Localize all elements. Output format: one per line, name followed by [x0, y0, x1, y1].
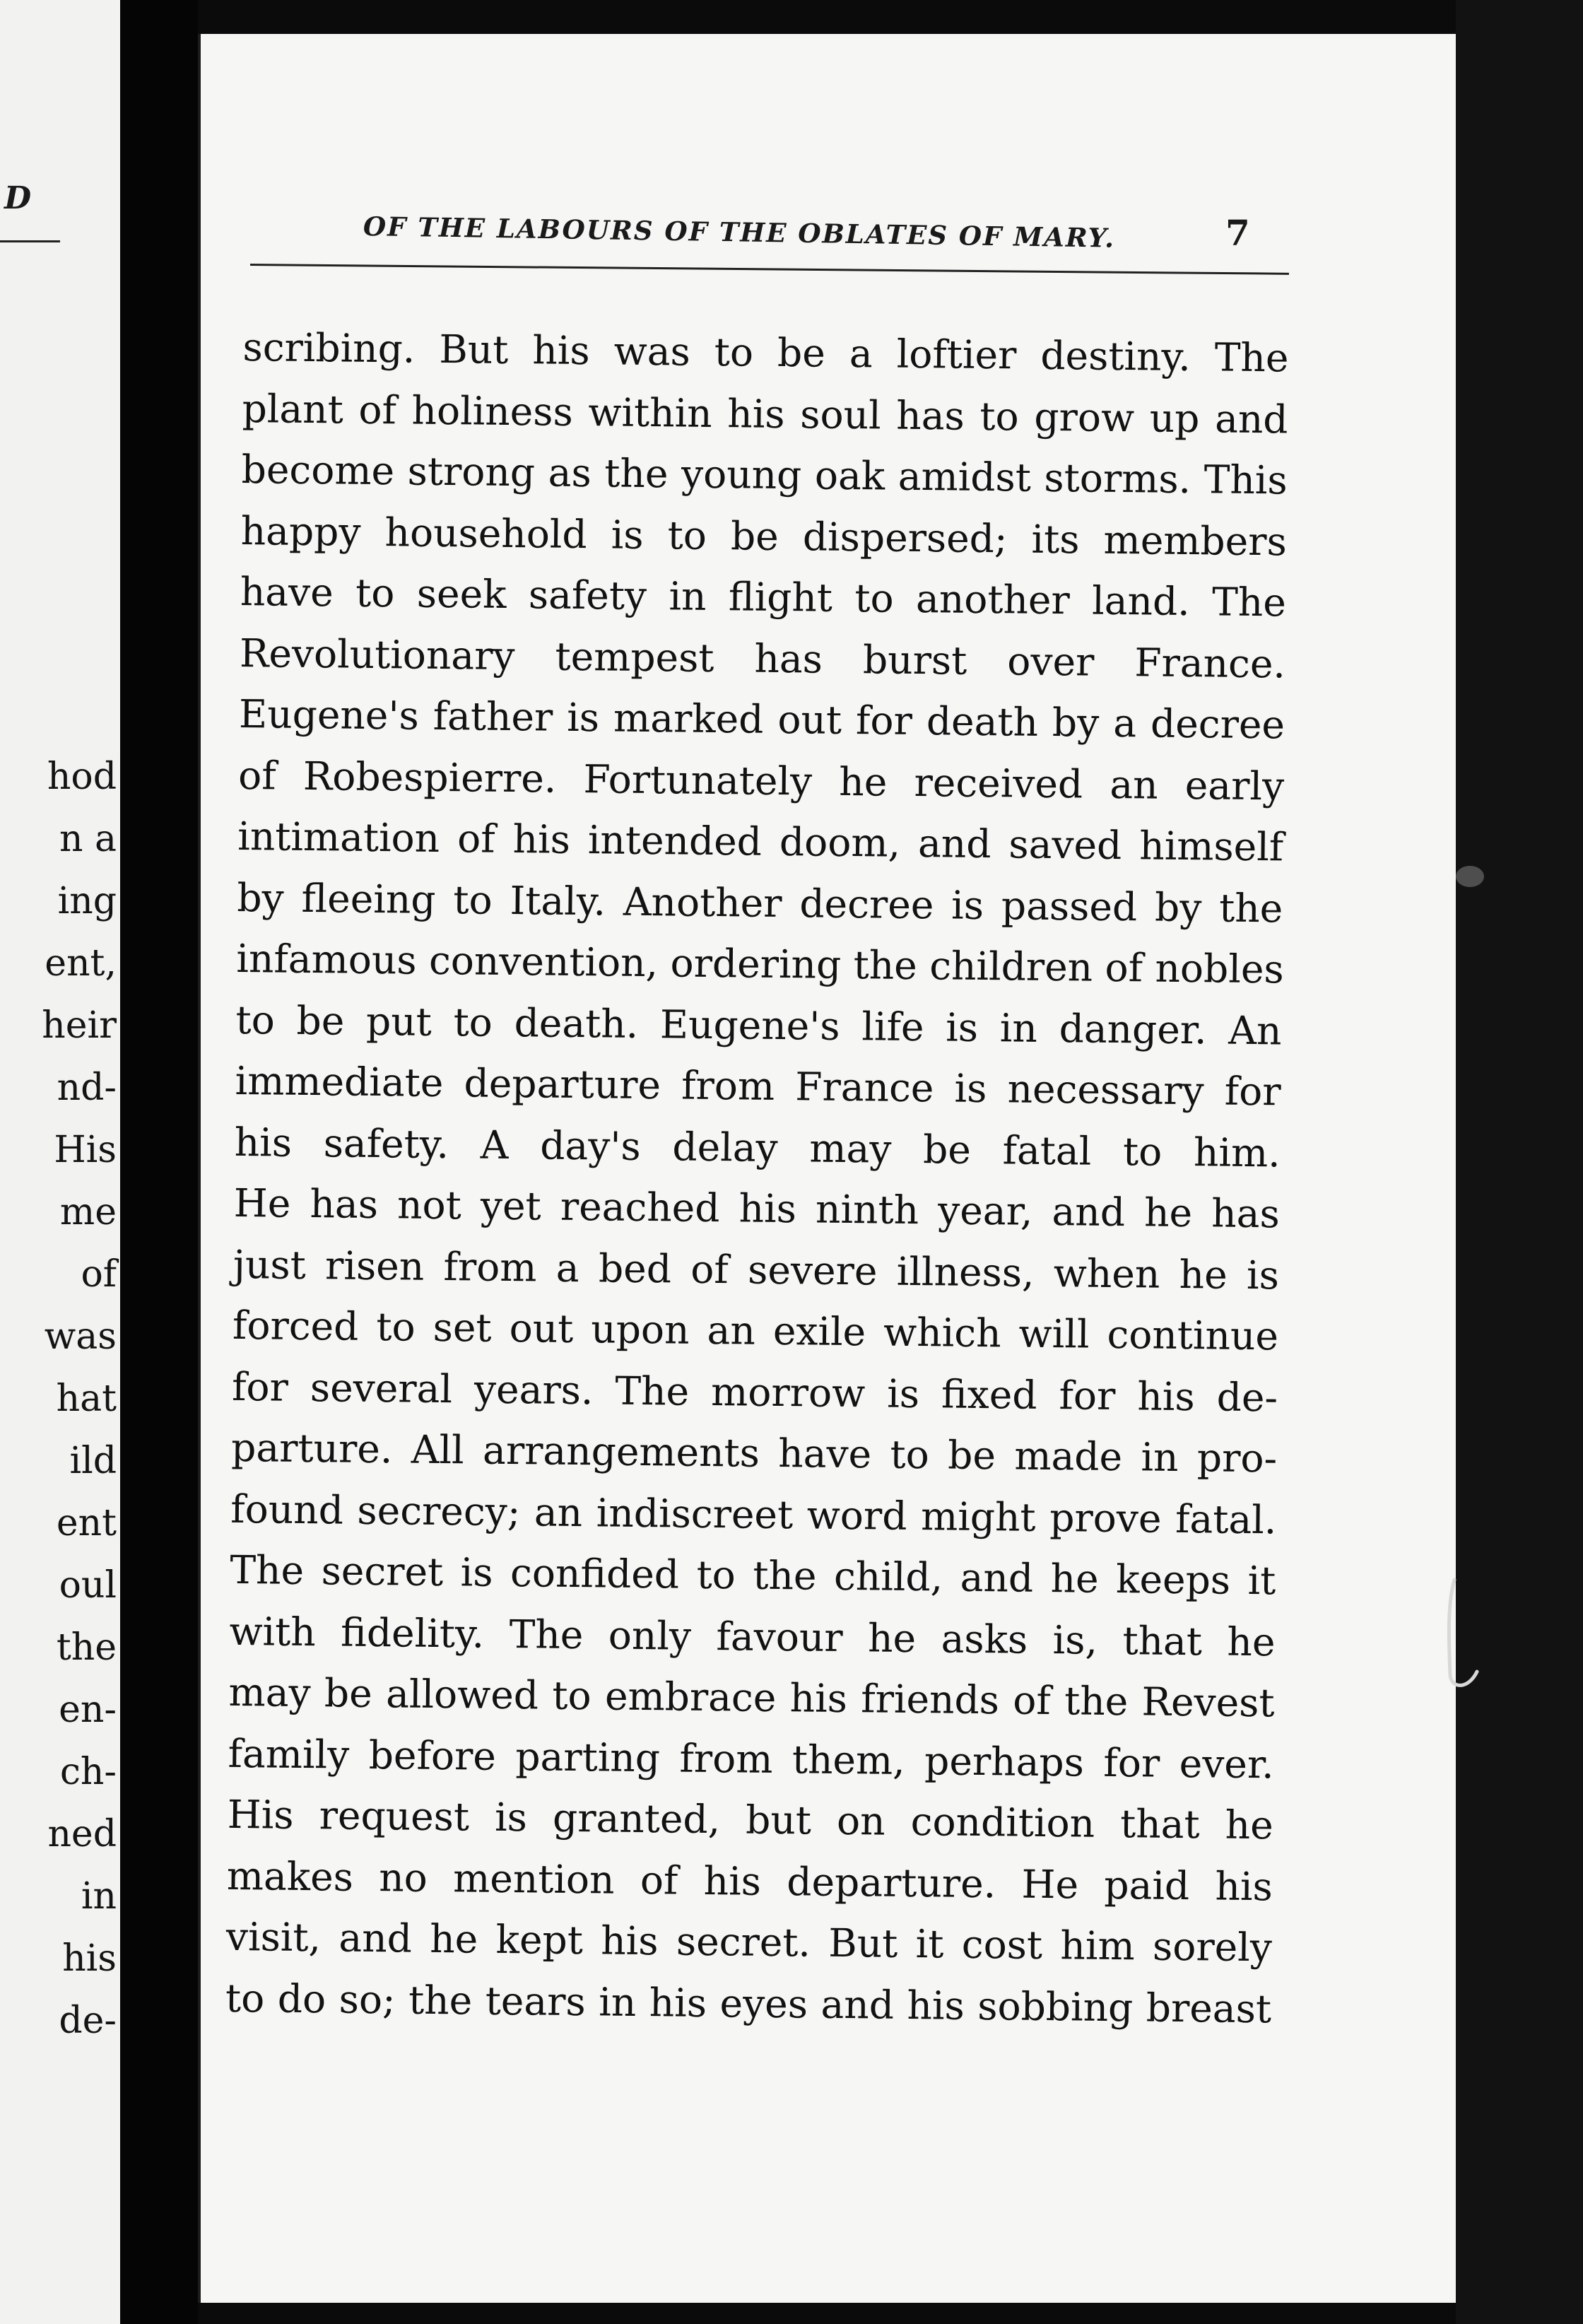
left-page-line-fragment: ch-	[59, 1751, 117, 1793]
left-page-line-fragment: ing	[57, 880, 117, 922]
text-line: have to seek safety in flight to another land. The	[240, 568, 1287, 626]
text-line: His request is granted, but on condition that he	[227, 1791, 1274, 1848]
text-line: scribing. But his was to be a loftier destiny. The	[242, 324, 1289, 381]
text-line: may be allowed to embrace his friends of the Revest	[228, 1669, 1275, 1726]
text-line: with fidelity. The only favour he asks is, that he	[229, 1608, 1276, 1665]
text-line: just risen from a bed of severe illness, when he is	[233, 1241, 1280, 1298]
text-line: makes no mention of his departure. He paid his	[226, 1853, 1273, 1909]
left-page-line-fragment: His	[54, 1129, 117, 1171]
left-page-header-fragment: D	[4, 180, 32, 216]
left-page-line-fragment: ent,	[45, 942, 117, 985]
left-page-line-fragment: me	[59, 1191, 117, 1233]
left-page-line-fragment: heir	[42, 1004, 117, 1047]
left-page-line-fragment: hat	[56, 1378, 117, 1420]
text-line: of Robespierre. Fortunately he received an early	[237, 752, 1285, 809]
text-line: parture. All arrangements have to be made in pro-	[230, 1424, 1278, 1481]
text-line: intimation of his intended doom, and saved himself	[237, 813, 1284, 870]
left-page-line-fragment: was	[44, 1315, 117, 1358]
header-rule	[250, 264, 1289, 275]
left-page-line-fragment: in	[81, 1875, 117, 1918]
page-number: 7	[1225, 212, 1250, 254]
text-line: family before parting from them, perhaps for ever.	[228, 1730, 1274, 1787]
text-line: plant of holiness within his soul has to grow up and	[242, 385, 1288, 442]
body-text	[225, 317, 1289, 2039]
text-line: Eugene's father is marked out for death by a decree	[238, 691, 1285, 748]
running-head: OF THE LABOURS OF THE OBLATES OF MARY.	[363, 211, 1116, 254]
left-page-line-fragment: of	[81, 1253, 117, 1296]
left-facing-page	[0, 0, 120, 2324]
left-page-line-fragment: ild	[69, 1440, 117, 1482]
text-line: He has not yet reached his ninth year, and he has	[233, 1180, 1281, 1237]
text-line: for several years. The morrow is fixed for his de-	[231, 1363, 1278, 1420]
left-page-line-fragment: ned	[47, 1813, 117, 1855]
left-page-line-fragment: hod	[47, 756, 117, 798]
text-line: to be put to death. Eugene's life is in danger. An	[235, 997, 1282, 1053]
left-page-line-fragment: ent	[56, 1502, 117, 1544]
scan-artifact-blob	[1456, 866, 1484, 887]
left-page-line-fragment: n a	[59, 818, 117, 860]
text-line: found secrecy; an indiscreet word might prove fatal.	[230, 1486, 1277, 1542]
text-line: The secret is confided to the child, and he keeps it	[230, 1547, 1276, 1604]
left-page-line-fragment: nd-	[57, 1067, 117, 1109]
left-page-line-fragment: the	[56, 1626, 117, 1669]
text-line: become strong as the young oak amidst storms. This	[241, 446, 1288, 503]
main-page	[198, 34, 1459, 2303]
text-line: happy household is to be dispersed; its members	[240, 507, 1288, 564]
right-scan-edge	[1456, 0, 1583, 2324]
left-page-line-fragment: de-	[59, 2000, 117, 2042]
left-page-text-fragments	[0, 746, 117, 2052]
left-page-line-fragment: en-	[59, 1689, 117, 1731]
text-line: by fleeing to Italy. Another decree is passed by the	[237, 874, 1283, 931]
text-line: infamous convention, ordering the children of nobles	[236, 935, 1285, 992]
text-line: visit, and he kept his secret. But it cost him sorely	[225, 1913, 1273, 1971]
text-line: immediate departure from France is necessary for	[235, 1057, 1281, 1115]
scan-artifact-mark	[1435, 1576, 1484, 1696]
text-line: forced to set out upon an exile which will continue	[232, 1302, 1279, 1359]
text-line: to do so; the tears in his eyes and his sobbing breast	[225, 1975, 1272, 2031]
text-line: his safety. A day's delay may be fatal to him.	[234, 1119, 1281, 1175]
left-page-line-fragment: oul	[59, 1564, 117, 1607]
left-page-header-rule	[0, 240, 60, 242]
left-page-line-fragment: his	[62, 1937, 117, 1980]
text-line: Revolutionary tempest has burst over France.	[239, 630, 1286, 686]
book-gutter	[120, 0, 198, 2324]
